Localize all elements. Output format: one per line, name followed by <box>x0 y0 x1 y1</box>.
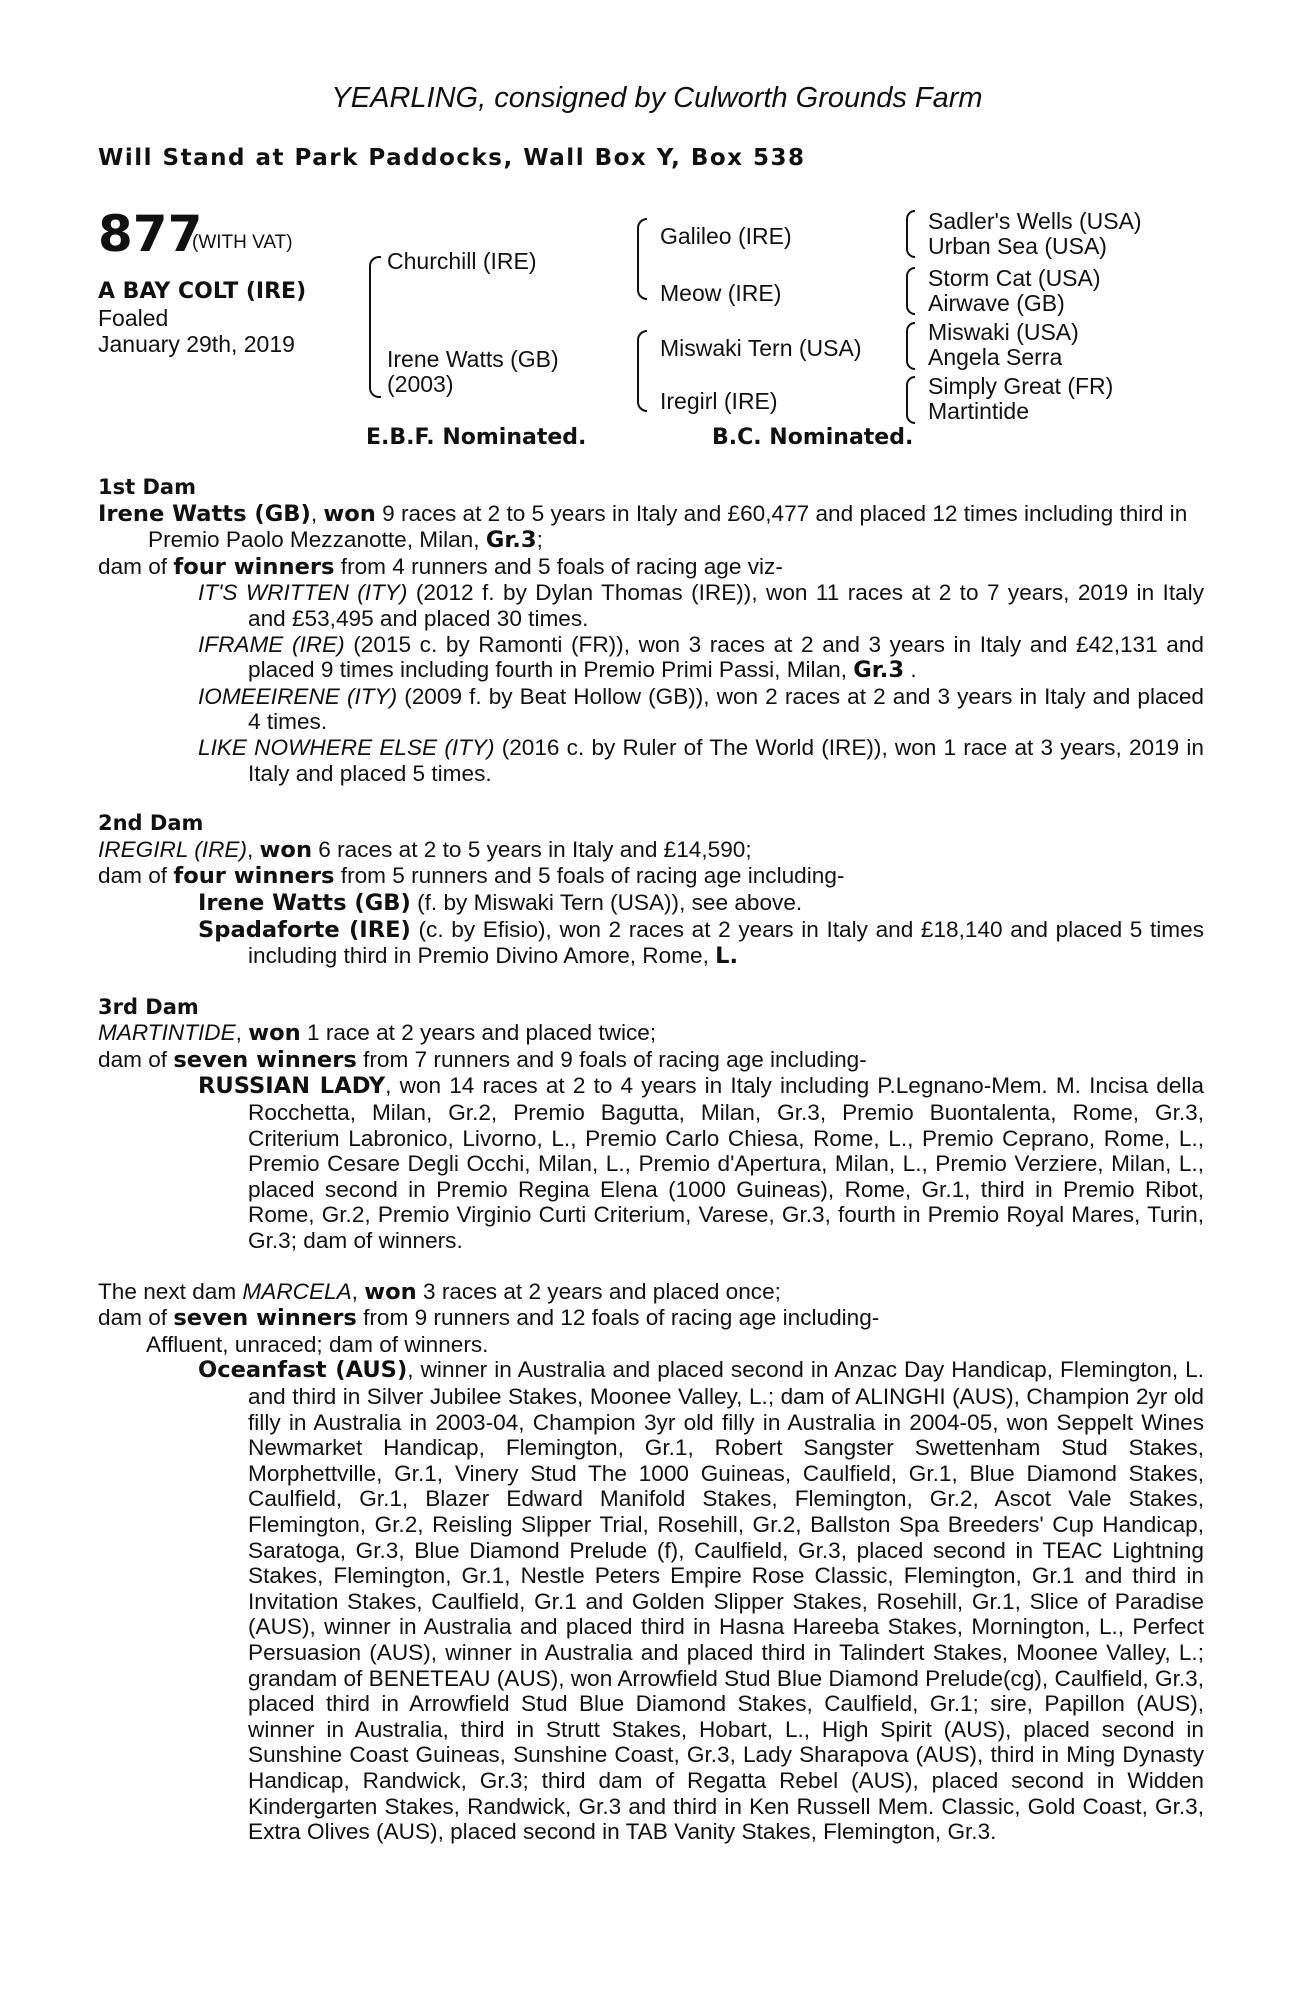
produce-entry: IT'S WRITTEN (ITY) (2012 f. by Dylan Thomas (IRE)), won 11 races at 2 to 7 years, 2019 in Italy and £53,495 and placed 30 times. <box>198 580 1204 631</box>
pedigree-bracket <box>906 322 915 370</box>
lot-description: A BAY COLT (IRE) <box>98 279 307 304</box>
ancestor: Martintide <box>928 398 1029 424</box>
second-dam-produce-summary: dam of four winners from 5 runners and 5 foals of racing age including- <box>98 863 845 890</box>
second-dam-heading: 2nd Dam <box>98 811 204 836</box>
bc-nomination: B.C. Nominated. <box>712 425 914 450</box>
first-dam-produce-summary: dam of four winners from 4 runners and 5 foals of racing age viz- <box>98 553 783 580</box>
produce-entry: Affluent, unraced; dam of winners. <box>146 1331 489 1357</box>
catalogue-body <box>98 475 1204 1845</box>
produce-entry: LIKE NOWHERE ELSE (ITY) (2016 c. by Ruler of The World (IRE)), won 1 race at 3 years, 2019 in Italy and placed 5 times. <box>198 734 1204 786</box>
pedigree-bracket <box>637 218 647 300</box>
first-dam-heading: 1st Dam <box>98 475 196 499</box>
third-dam-heading: 3rd Dam <box>98 994 199 1019</box>
lot-number: 877 <box>98 205 203 263</box>
produce-entry: Spadaforte (IRE) (c. by Efisio), won 2 races at 2 years in Italy and £18,140 and placed 5 times including third in Premio Divino Amore, Rome, L. <box>198 916 1204 970</box>
produce-entry: Oceanfast (AUS), winner in Australia and placed second in Anzac Day Handicap, Flemington, L. and third in Silver Jubilee Stakes, Moonee Valley, L.; dam of ALINGHI (AUS), Champion 2yr old filly in Australia in 2003-04, Champion 3yr old filly in Australia in 2004-05, won Seppelt Wines Newmarket Handicap, Flemington, Gr.1, Robert Sangster Swettenham Stud Stakes, Morphettville, Gr.1, Vinery Stud The 1000 Guineas, Caulfield, Gr.1, Blue Diamond Stakes, Caulfield, Gr.1, Blazer Edward Manifold Stakes, Flemington, Gr.2, Ascot Vale Stakes, Flemington, Gr.2, Reisling Slipper Trial, Rosehill, Gr.2, Ballston Spa Breeders' Cup Handicap, Saratoga, Gr.3, Blue Diamond Prelude (f), Caulfield, Gr.3, placed second in TEAC Lightning Stakes, Flemington, Gr.1, Nestle Peters Empire Rose Classic, Flemington, Gr.1 and third in Invitation Stakes, Caulfield, Gr.1 and Golden Slipper Stakes, Rosehill, Gr.1, Slice of Paradise (AUS), winner in Australia and placed third in Hasna Hareeba Stakes, Mornington, L., Perfect Persuasion (AUS), winner in Australia and placed third in Talindert Stakes, Moonee Valley, L.; grandam of BENETEAU (AUS), won Arrowfield Stud Blue Diamond Prelude(cg), Caulfield, Gr.3, placed third in Arrowfield Stud Blue Diamond Stakes, Caulfield, Gr.1; sire, Papillon (AUS), winner in Australia, third in Strutt Stakes, Hobart, L., High Spirit (AUS), placed second in Sunshine Coast Guineas, Sunshine Coast, Gr.3, Lady Sharapova (AUS), third in Ming Dynasty Handicap, Randwick, Gr.3; third dam of Regatta Rebel (AUS), placed second in Widden Kindergarten Stakes, Randwick, Gr.3 and third in Ken Russell Mem. Classic, Gold Coast, Gr.3, Extra Olives (AUS), placed second in TAB Vanity Stakes, Flemington, Gr.3. <box>198 1357 1204 1845</box>
dam: Irene Watts (GB) <box>387 346 559 372</box>
ancestor: Sadler's Wells (USA) <box>928 208 1142 234</box>
vat-note: (WITH VAT) <box>192 232 293 253</box>
next-dam-produce-summary: dam of seven winners from 9 runners and 12 foals of racing age including- <box>98 1305 880 1332</box>
ancestor: Miswaki (USA) <box>928 319 1079 345</box>
ancestor: Angela Serra <box>928 344 1063 370</box>
sire: Churchill (IRE) <box>387 248 537 274</box>
produce-entry: Irene Watts (GB) (f. by Miswaki Tern (USA)), see above. <box>198 889 803 916</box>
ancestor: Simply Great (FR) <box>928 373 1114 399</box>
ancestor: Storm Cat (USA) <box>928 265 1101 291</box>
second-dam-record: IREGIRL (IRE), won 6 races at 2 to 5 years in Italy and £14,590; <box>98 836 752 863</box>
pedigree-bracket <box>369 256 381 398</box>
dam-sire: Miswaki Tern (USA) <box>660 335 862 361</box>
next-dam-record: The next dam MARCELA, won 3 races at 2 years and placed once; <box>98 1278 781 1305</box>
sire-dam: Meow (IRE) <box>660 280 782 306</box>
foaled-date: January 29th, 2019 <box>98 331 295 357</box>
ancestor: Urban Sea (USA) <box>928 233 1107 259</box>
consignment-line: YEARLING, consigned by Culworth Grounds Farm <box>331 82 983 114</box>
ebf-nomination: E.B.F. Nominated. <box>366 425 587 450</box>
produce-entry: IFRAME (IRE) (2015 c. by Ramonti (FR)), won 3 races at 2 and 3 years in Italy and £42,131 and placed 9 times including fourth in Premio Primi Passi, Milan, Gr.3 . <box>198 631 1204 684</box>
sire-sire: Galileo (IRE) <box>660 223 792 249</box>
produce-entry: IOMEEIRENE (ITY) (2009 f. by Beat Hollow (GB)), won 2 races at 2 and 3 years in Italy and placed 4 times. <box>198 683 1204 735</box>
pedigree-bracket <box>637 330 647 412</box>
third-dam-produce-summary: dam of seven winners from 7 runners and 9 foals of racing age including- <box>98 1046 867 1073</box>
pedigree-bracket <box>906 376 915 424</box>
pedigree-bracket <box>906 267 915 315</box>
pedigree-bracket <box>906 210 915 258</box>
dam-year: (2003) <box>387 371 454 397</box>
first-dam-record: Irene Watts (GB), won 9 races at 2 to 5 years in Italy and £60,477 and placed 12 times including third in Premio Paolo Mezzanotte, Milan, Gr.3; <box>98 500 1188 554</box>
produce-entry: RUSSIAN LADY, won 14 races at 2 to 4 years in Italy including P.Legnano-Mem. M. Incisa della Rocchetta, Milan, Gr.2, Premio Bagutta, Milan, Gr.3, Premio Buontalenta, Rome, Gr.3, Criterium Labronico, Livorno, L., Premio Carlo Chiesa, Rome, L., Premio Ceprano, Rome, L., Premio Cesare Degli Occhi, Milan, L., Premio d'Apertura, Milan, L., Premio Verziere, Milan, L., placed second in Premio Regina Elena (1000 Guineas), Rome, Gr.1, third in Premio Ribot, Rome, Gr.2, Premio Virginio Curti Criterium, Varese, Gr.3, fourth in Premio Royal Mares, Turin, Gr.3; dam of winners. <box>198 1073 1205 1254</box>
foaled-label: Foaled <box>98 305 169 331</box>
third-dam-record: MARTINTIDE, won 1 race at 2 years and placed twice; <box>98 1020 657 1047</box>
dam-dam: Iregirl (IRE) <box>660 388 778 414</box>
ancestor: Airwave (GB) <box>928 290 1065 316</box>
stand-location: Will Stand at Park Paddocks, Wall Box Y, Box 538 <box>98 145 806 171</box>
